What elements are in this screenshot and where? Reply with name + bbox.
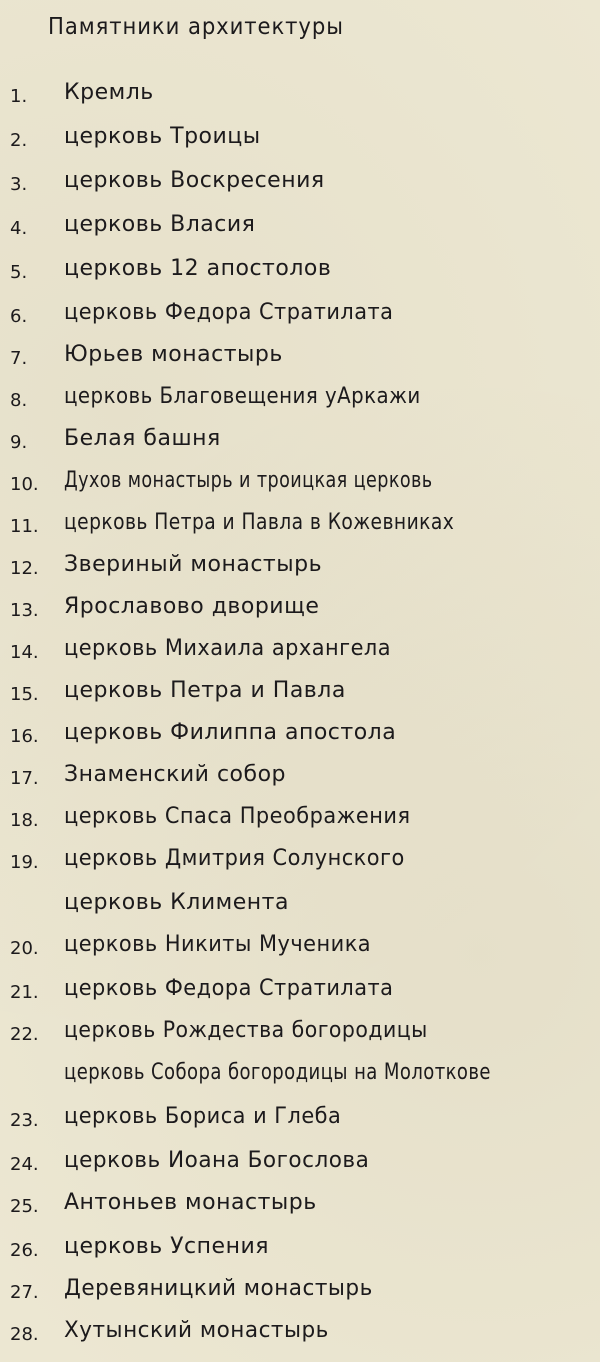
item-text: церковь Троицы [64,124,261,149]
item-text: Деревяницкий монастырь [64,1276,373,1301]
list-item [0,1056,600,1096]
item-text: церковь Воскресения [64,168,325,193]
item-text: Ярославово дворище [64,594,320,619]
list-item [0,1100,600,1140]
list-item [0,164,600,204]
item-text: церковь Федора Стратилата [64,976,394,1001]
list-item [0,886,600,926]
item-text: Антоньев монастырь [64,1190,317,1215]
item-number: 3. [10,174,28,195]
item-number: 10. [10,474,39,495]
list-item [0,842,600,882]
item-text: церковь Власия [64,212,256,237]
item-number: 22. [10,1024,39,1045]
list-item [0,758,600,798]
item-number: 16. [10,726,39,747]
item-text: церковь Благовещения уАркажи [64,384,421,409]
item-number: 27. [10,1282,39,1303]
item-number: 26. [10,1240,39,1261]
item-number: 12. [10,558,39,579]
list-item [0,464,600,504]
list-item [0,296,600,336]
item-number: 15. [10,684,39,705]
item-number: 17. [10,768,39,789]
item-text: церковь Рождества богородицы [64,1018,428,1043]
list-item [0,716,600,756]
item-number: 7. [10,348,28,369]
item-number: 13. [10,600,39,621]
page-title: Памятники архитектуры [48,14,344,40]
list-item [0,632,600,672]
list-item [0,506,600,546]
item-text: церковь Михаила архангела [64,636,392,661]
item-number: 20. [10,938,39,959]
item-text: церковь Климента [64,890,289,915]
item-text: церковь Петра и Павла в Кожевниках [64,510,455,535]
item-text: церковь Успения [64,1234,269,1259]
list-item [0,1144,600,1184]
item-number: 4. [10,218,28,239]
item-number: 5. [10,262,28,283]
list-item [0,800,600,840]
item-number: 14. [10,642,39,663]
item-text: Духов монастырь и троицкая церковь [64,468,433,493]
item-number: 21. [10,982,39,1003]
item-text: церковь Федора Стратилата [64,300,394,325]
list-item [0,590,600,630]
item-text: церковь Никиты Мученика [64,932,372,957]
item-number: 18. [10,810,39,831]
item-number: 11. [10,516,39,537]
item-text: Кремль [64,80,154,105]
item-text: Звериный монастырь [64,552,323,577]
list-item [0,1186,600,1226]
item-number: 28. [10,1324,39,1345]
item-text: церковь Дмитрия Солунского [64,846,405,871]
list-item [0,422,600,462]
item-text: церковь Бориса и Глеба [64,1104,342,1129]
list-item [0,380,600,420]
list-item [0,208,600,248]
item-text: Хутынский монастырь [64,1318,329,1343]
item-text: церковь 12 апостолов [64,256,332,281]
list-item [0,1272,600,1312]
item-number: 24. [10,1154,39,1175]
list-item [0,120,600,160]
item-number: 8. [10,390,28,411]
item-number: 23. [10,1110,39,1131]
item-number: 9. [10,432,28,453]
list-item [0,674,600,714]
list-item [0,338,600,378]
list-item [0,1230,600,1270]
item-text: церковь Спаса Преображения [64,804,411,829]
list-item [0,972,600,1012]
item-text: Белая башня [64,426,221,451]
item-text: Знаменский собор [64,762,287,787]
item-number: 19. [10,852,39,873]
item-text: Юрьев монастырь [64,342,283,367]
item-text: церковь Филиппа апостола [64,720,397,745]
list-item [0,252,600,292]
list-item [0,1314,600,1354]
list-item [0,1014,600,1054]
list-item [0,928,600,968]
list-item [0,76,600,116]
item-number: 6. [10,306,28,327]
list-item [0,548,600,588]
item-number: 1. [10,86,28,107]
item-text: церковь Иоана Богослова [64,1148,370,1173]
item-number: 25. [10,1196,39,1217]
item-text: церковь Петра и Павла [64,678,346,703]
item-text: церковь Собора богородицы на Молоткове [64,1060,491,1085]
item-number: 2. [10,130,28,151]
